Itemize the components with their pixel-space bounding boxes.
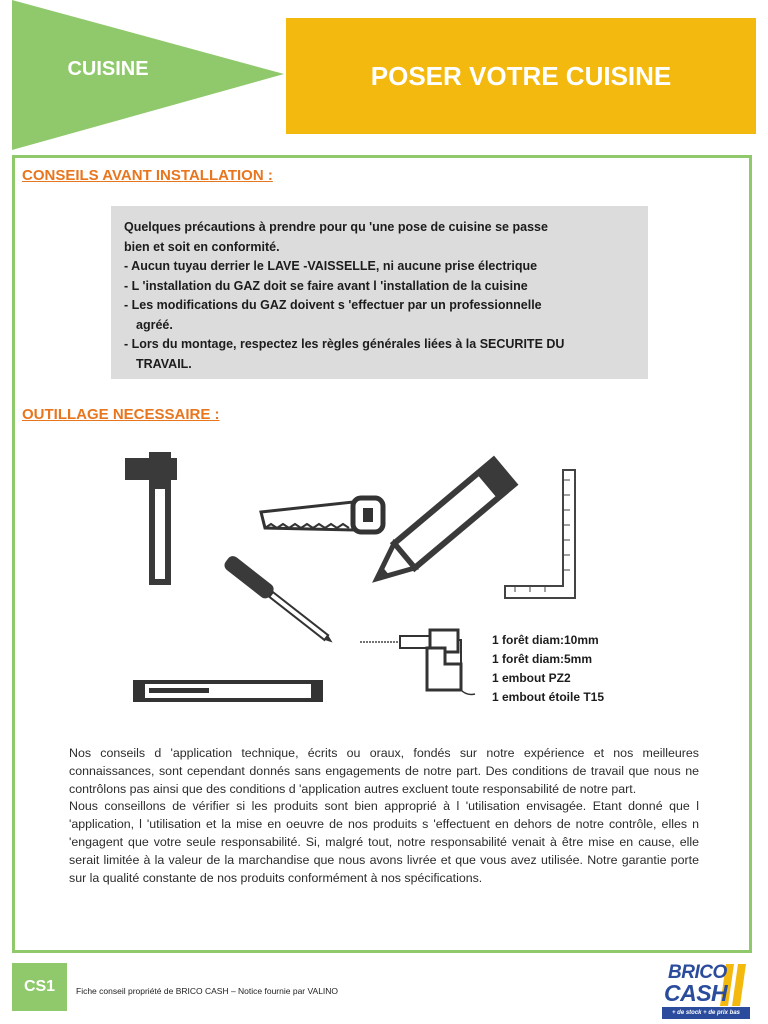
precaution-item: - Lors du montage, respectez les règles générales liées à la SECURITE DU xyxy=(124,337,565,351)
level-icon xyxy=(135,682,321,700)
logo-text-bottom: CASH xyxy=(664,980,728,1006)
drill-icon xyxy=(360,630,475,695)
precautions-intro-line-2: bien et soit en conformité. xyxy=(124,239,280,254)
saw-icon xyxy=(261,498,383,532)
drill-accessory-item: 1 forêt diam:5mm xyxy=(492,652,593,666)
drill-accessory-item: 1 forêt diam:10mm xyxy=(492,633,599,647)
category-label: CUISINE xyxy=(67,58,149,80)
disclaimer-paragraph: Nos conseils d 'application technique, écrits ou oraux, fondés sur notre expérience et nos meilleures connaissances, sont cependant donnés sans engagements de notre part. Des conditions de travail que nous ne contrôlons pas ainsi que des conditions d 'application autres excluent toute responsabilité de notre part. xyxy=(69,746,699,796)
section-heading-tools: OUTILLAGE NECESSAIRE : xyxy=(22,406,220,423)
drill-accessory-item: 1 embout PZ2 xyxy=(492,671,571,685)
precaution-item: - Les modifications du GAZ doivent s 'effectuer par un professionnelle xyxy=(124,298,542,312)
document-code: CS1 xyxy=(12,963,67,1011)
screwdriver-icon xyxy=(222,554,337,649)
pencil-icon xyxy=(366,460,514,591)
section-heading-advice: CONSEILS AVANT INSTALLATION : xyxy=(22,167,273,184)
precaution-item-continued: TRAVAIL. xyxy=(136,356,192,371)
square-ruler-icon xyxy=(505,470,575,598)
logo-text-top: BRICO xyxy=(668,962,727,983)
disclaimer-paragraph: Nous conseillons de vérifier si les produits sont bien approprié à l 'utilisation envisagée. Etant donné que l 'application, l 'utilisation et la mise en oeuvre de nos produits s 'effectuent en dehors de notre contrôle, elles n 'engagent que votre seule responsabilité. Si, malgré tout, notre responsabilité venait à être mise en cause, elle serait limitée à la valeur de la marchandise que nous avons livrée et que vous avez utilisée. Notre garantie porte sur la qualité constante de nos produits conformément à nos spécifications. xyxy=(69,799,699,885)
footer-note: Fiche conseil propriété de BRICO CASH – Notice fournie par VALINO xyxy=(76,986,339,996)
precautions-box xyxy=(111,206,648,379)
drill-accessories-list xyxy=(492,631,604,707)
precautions-intro-line-1: Quelques précautions à prendre pour qu 'une pose de cuisine se passe xyxy=(124,220,548,234)
precaution-item: - L 'installation du GAZ doit se faire avant l 'installation de la cuisine xyxy=(124,278,528,293)
title-banner xyxy=(286,18,756,134)
logo-tagline: + de stock + de prix bas xyxy=(662,1007,750,1019)
page-title: POSER VOTRE CUISINE xyxy=(370,60,672,91)
precaution-item-continued: agréé. xyxy=(136,317,173,332)
disclaimer xyxy=(69,745,699,887)
hammer-icon xyxy=(125,452,177,582)
drill-accessory-item: 1 embout étoile T15 xyxy=(492,690,605,704)
brico-cash-logo xyxy=(660,960,754,1020)
precaution-item: - Aucun tuyau derrier le LAVE -VAISSELLE, ni aucune prise électrique xyxy=(124,259,538,273)
